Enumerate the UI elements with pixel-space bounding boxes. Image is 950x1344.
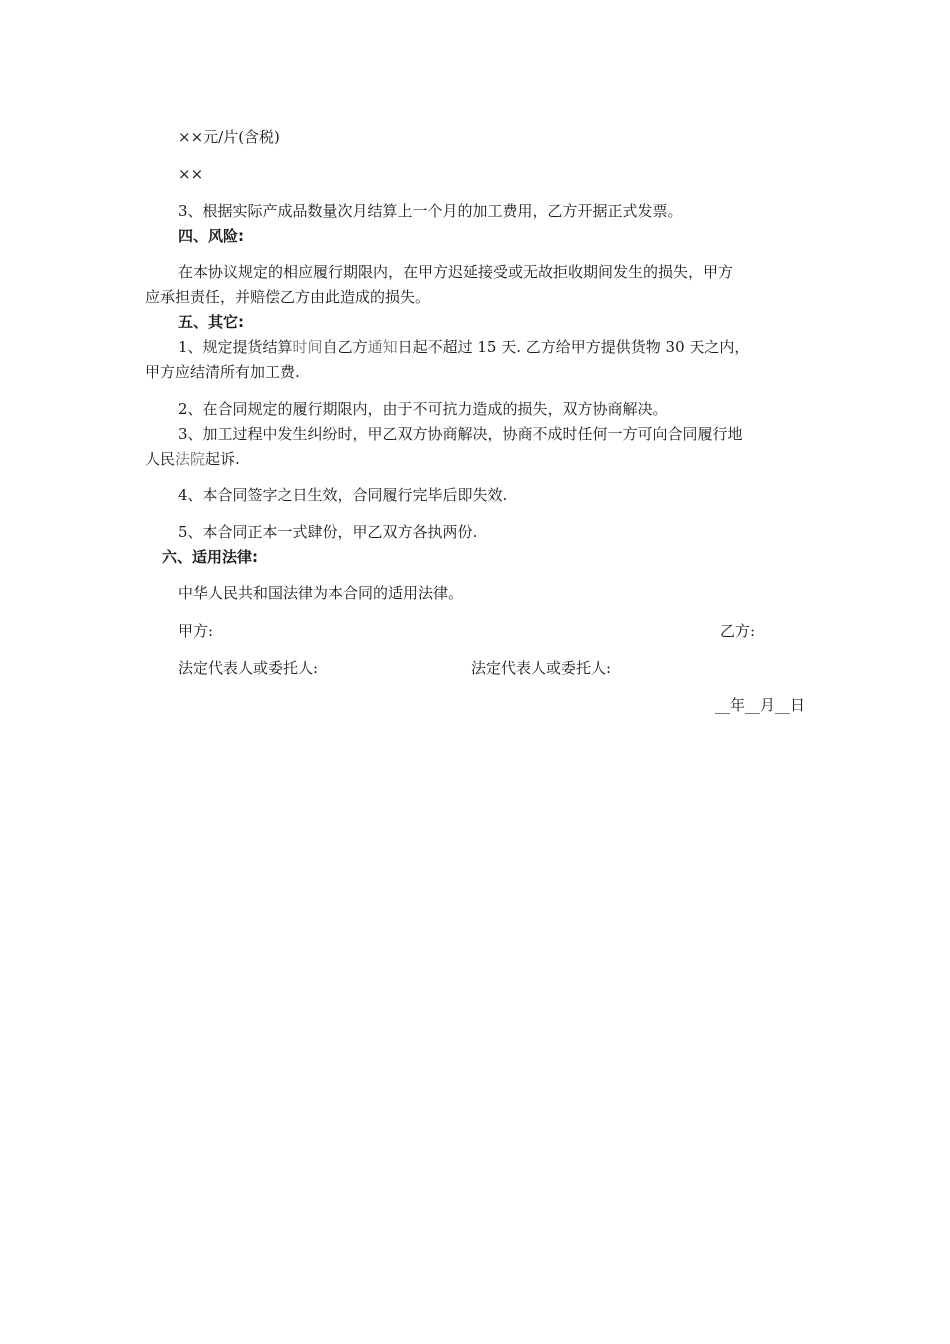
date-line: __年__月__日 xyxy=(714,696,805,714)
price-line: ××元/片(含税) xyxy=(178,128,280,146)
section-5-item-5: 5、本合同正本一式肆份，甲乙双方各执两份. xyxy=(178,523,478,541)
section-5-heading: 五、其它: xyxy=(178,313,244,331)
item-1-text-b: 时间 xyxy=(292,338,323,356)
section-5-item-3-line-1: 3、加工过程中发生纠纷时，甲乙双方协商解决，协商不成时任何一方可向合同履行地 xyxy=(178,425,743,443)
section-4-heading: 四、风险: xyxy=(178,227,244,245)
section-5-item-2: 2、在合同规定的履行期限内，由于不可抗力造成的损失，双方协商解决。 xyxy=(178,400,668,418)
item-1-text-e: 日起不超过 15 天. 乙方给甲方提供货物 30 天之内， xyxy=(397,338,750,356)
settlement-item-3: 3、根据实际产成品数量次月结算上一个月的加工费用，乙方开据正式发票。 xyxy=(178,202,683,220)
item-1-text-a: 1、规定提货结算 xyxy=(178,338,293,356)
section-5-item-3-line-2 xyxy=(145,448,240,470)
rep-b-label: 法定代表人或委托人: xyxy=(471,659,612,677)
item-1-text-d: 通知 xyxy=(367,338,398,356)
section-6-text: 中华人民共和国法律为本合同的适用法律。 xyxy=(178,584,464,602)
section-4-line-1: 在本协议规定的相应履行期限内，在甲方迟延接受或无故拒收期间发生的损失，甲方 xyxy=(178,263,734,281)
item-3-text-a: 人民 xyxy=(145,450,176,468)
party-b-label: 乙方: xyxy=(719,622,755,640)
party-a-label: 甲方: xyxy=(178,622,214,640)
item-3-text-c: 起诉. xyxy=(205,450,240,468)
section-5-item-4: 4、本合同签字之日生效，合同履行完毕后即失效. xyxy=(178,486,508,504)
rep-a-label: 法定代表人或委托人: xyxy=(178,659,319,677)
section-6-heading: 六、适用法律: xyxy=(162,548,258,566)
item-3-text-b: 法院 xyxy=(175,450,206,468)
section-4-paragraph xyxy=(145,260,810,310)
xx-line: ×× xyxy=(178,165,204,183)
section-5-item-1-line-2: 甲方应结清所有加工费. xyxy=(145,363,300,381)
section-4-line-2: 应承担责任，并赔偿乙方由此造成的损失。 xyxy=(145,288,431,306)
section-5-item-1-line-1 xyxy=(178,336,749,358)
item-1-text-c: 自乙方 xyxy=(322,338,368,356)
